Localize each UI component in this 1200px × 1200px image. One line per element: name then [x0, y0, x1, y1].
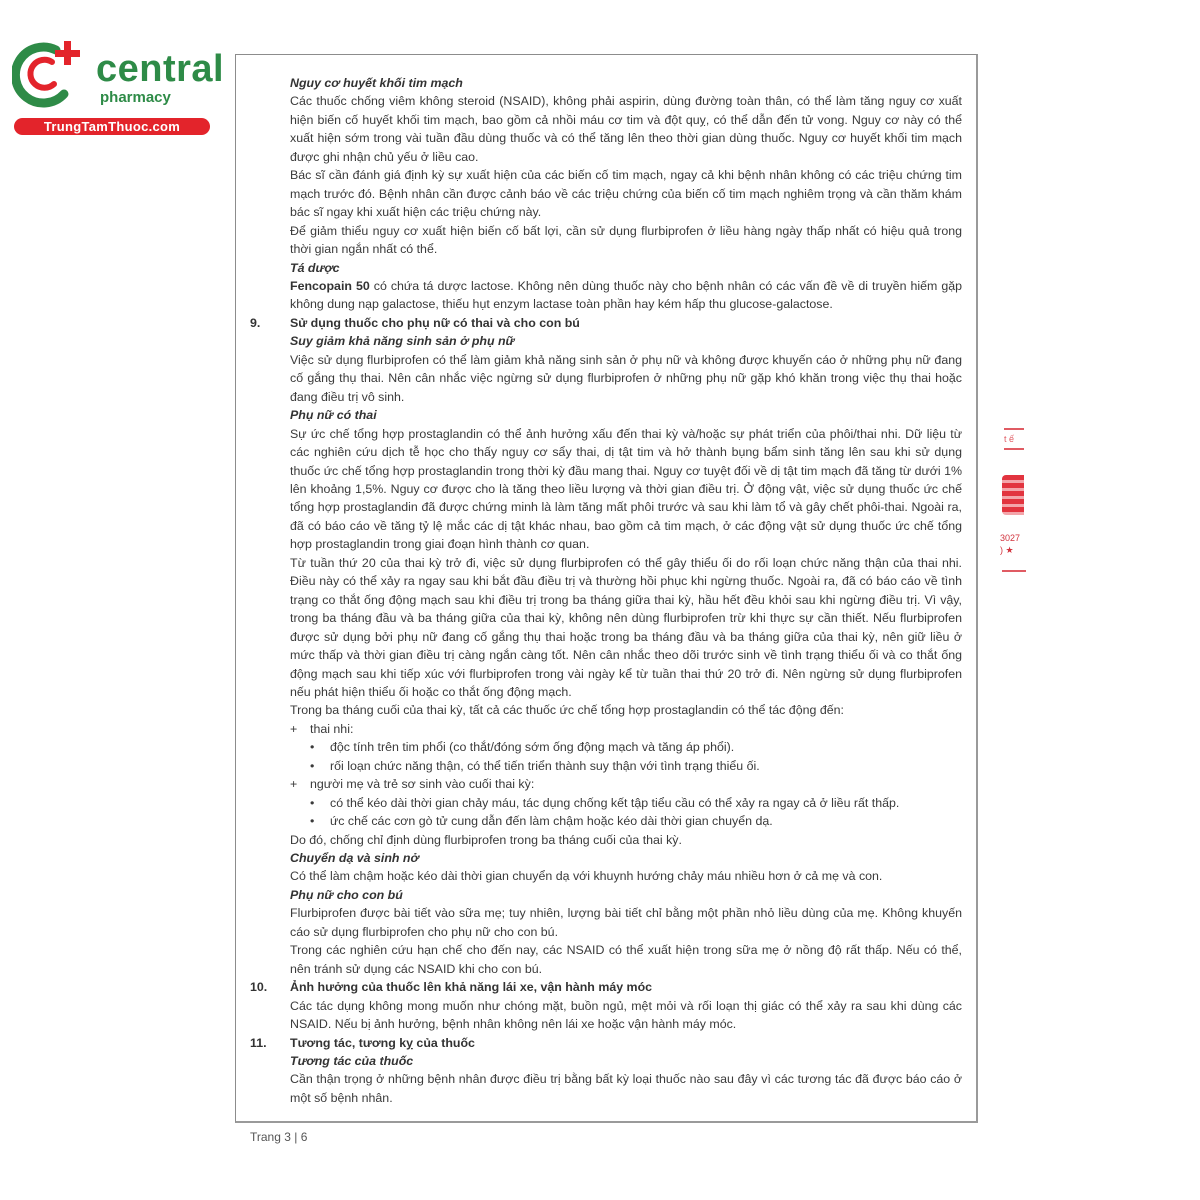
subheading: Phụ nữ có thai — [290, 408, 377, 423]
document-body — [250, 74, 962, 1107]
red-stamp-fragment — [1000, 420, 1026, 580]
paragraph: Flurbiprofen được bài tiết vào sữa mẹ; tuy nhiên, lượng bài tiết chỉ bằng một phần nhỏ liều dùng của mẹ. Không khuyến cáo sử dụng flurbiprofen cho phụ nữ cho con bú. — [290, 906, 962, 939]
paragraph: Trong các nghiên cứu hạn chế cho đến nay, các NSAID có thể xuất hiện trong sữa mẹ ở nồng độ rất thấp. Nếu có thể, nên tránh sử dụng các NSAID khi cho con bú. — [290, 943, 962, 976]
list-item-text: thai nhi: — [310, 721, 354, 736]
section-heading — [250, 1034, 962, 1052]
stamp-number: 3027 ) ★ — [1000, 533, 1021, 555]
paragraph: Trong ba tháng cuối của thai kỳ, tất cả các thuốc ức chế tổng hợp prostaglandin có thể tác động đến: — [290, 703, 844, 718]
paragraph: Các thuốc chống viêm không steroid (NSAID), không phải aspirin, dùng đường toàn thân, có thể làm tăng nguy cơ xuất hiện biến cố huyết khối tim mạch, bao gồm cả nhồi máu cơ tim và đột quỵ, có thể dẫn đến tử vong. Nguy cơ này có thể xuất hiện sớm trong vài tuần đầu dùng thuốc và có thể tăng lên theo thời gian dùng thuốc. Nguy cơ huyết khối tim mạch được ghi nhận chủ yếu ở liều cao. — [290, 94, 962, 164]
paragraph: Để giảm thiểu nguy cơ xuất hiện biến cố bất lợi, cần sử dụng flurbiprofen ở liều hàng ngày thấp nhất có hiệu quả trong thời gian ngắn nhất có thể. — [290, 223, 962, 257]
paragraph: Các tác dụng không mong muốn như chóng mặt, buồn ngủ, mệt mỏi và rối loạn thị giác có thể xảy ra sau khi dùng các NSAID. Nếu bị ảnh hưởng, bệnh nhân không nên lái xe hoặc vận hành máy móc. — [290, 998, 962, 1032]
paragraph-text: có chứa tá dược lactose. Không nên dùng thuốc này cho bệnh nhân có các vấn đề về di truyền hiếm gặp không dung nạp galactose, thiếu hụt enzym lactase toàn phần hay kém hấp thu glucose-galactose. — [290, 278, 963, 312]
brand-website-banner: TrungTamThuoc.com — [14, 118, 210, 135]
section-title: Tương tác, tương kỵ của thuốc — [290, 1035, 475, 1050]
plus-marker-icon: + — [290, 777, 298, 792]
list-item-level-1 — [250, 775, 962, 793]
list-item-level-2 — [250, 738, 962, 756]
product-name: Fencopain 50 — [290, 278, 370, 293]
bullet-icon: • — [310, 758, 315, 773]
list-item-text: có thể kéo dài thời gian chảy máu, tác dụng chống kết tập tiểu cầu có thể xảy ra ngay cả ở liều rất thấp. — [330, 795, 900, 810]
list-item-level-2 — [250, 794, 962, 812]
stamp-line — [1002, 570, 1026, 572]
brand-name: central — [96, 48, 225, 90]
stamp-text-top: t ế — [1004, 428, 1024, 450]
paragraph: Sự ức chế tổng hợp prostaglandin có thể ảnh hưởng xấu đến thai kỳ và/hoặc sự phát triển của phôi/thai nhi. Dữ liệu từ các nghiên cứu dịch tễ học cho thấy nguy cơ sẩy thai, dị tật tim và hở thành bụng bẩm sinh tăng lên sau khi sử dụng thuốc ức chế tổng hợp prostaglandin trong thời kỳ đầu mang thai. Nguy cơ tuyệt đối về dị tật tim mạch đã tăng từ dưới 1% lên khoảng 1,5%. Nguy cơ được cho là tăng theo liều lượng và thời gian điều trị. Ở động vật, việc sử dụng thuốc ức chế tổng hợp prostaglandin đã được chứng minh là làm tăng mất phôi trước và sau khi làm tổ và gây chết phôi-thai. Ngoài ra, đã có báo cáo về tăng tỷ lệ mắc các dị tật khác nhau, bao gồm cả tim mạch, ở các động vật sử dụng thuốc ức chế tổng hợp prostaglandin trong giai đoạn hình thành cơ quan. — [290, 426, 962, 552]
list-item-level-2 — [250, 757, 962, 775]
list-item-text: người mẹ và trẻ sơ sinh vào cuối thai kỳ: — [310, 777, 535, 792]
subheading: Suy giảm khả năng sinh sản ở phụ nữ — [290, 334, 515, 349]
section-number: 10. — [250, 980, 268, 995]
list-item-text: rối loạn chức năng thận, có thể tiến triển thành suy thận với tình trạng thiểu ối. — [330, 758, 760, 773]
section-number: 11. — [250, 1035, 267, 1050]
paragraph: Có thể làm chậm hoặc kéo dài thời gian chuyển dạ với khuynh hướng chảy máu nhiều hơn ở cả mẹ và con. — [290, 869, 883, 884]
document-page — [235, 54, 978, 1123]
list-item-level-2 — [250, 812, 962, 830]
paragraph: Việc sử dụng flurbiprofen có thể làm giảm khả năng sinh sản ở phụ nữ và không được khuyến cáo ở những phụ nữ đang cố gắng thụ thai. Nên cân nhắc việc ngừng sử dụng flurbiprofen ở những phụ nữ gặp khó khăn trong việc thụ thai hoặc đang điều trị vô sinh. — [290, 352, 962, 404]
bullet-icon: • — [310, 814, 315, 829]
section-heading — [250, 314, 962, 332]
subheading: Phụ nữ cho con bú — [290, 887, 403, 902]
paragraph: Bác sĩ cần đánh giá định kỳ sự xuất hiện của các biến cố tim mạch, ngay cả khi bệnh nhân không có các triệu chứng tim mạch trước đó. Bệnh nhân cần được cảnh báo về các triệu chứng của biến cố tim mạch nghiêm trọng và cần thăm khám bác sĩ ngay khi xuất hiện các triệu chứng này. — [290, 168, 962, 220]
pharmacy-cross-icon — [12, 38, 84, 110]
central-pharmacy-logo — [10, 38, 225, 138]
section-title: Ảnh hưởng của thuốc lên khả năng lái xe, vận hành máy móc — [290, 980, 653, 995]
list-item-text: ức chế các cơn gò tử cung dẫn đến làm chậm hoặc kéo dài thời gian chuyển dạ. — [330, 814, 773, 829]
bullet-icon: • — [310, 795, 315, 810]
stamp-emblem — [1002, 475, 1024, 515]
section-heading — [250, 978, 962, 996]
subheading: Nguy cơ huyết khối tim mạch — [290, 76, 463, 90]
subheading: Tá dược — [290, 260, 340, 275]
paragraph: Cần thận trọng ở những bệnh nhân được điều trị bằng bất kỳ loại thuốc nào sau đây vì các tương tác đã được báo cáo ở một số bệnh nhân. — [290, 1072, 962, 1105]
paragraph: Từ tuần thứ 20 của thai kỳ trở đi, việc sử dụng flurbiprofen có thể gây thiểu ối do rối loạn chức năng thận của thai nhi. Điều này có thể xảy ra ngay sau khi bắt đầu điều trị và thường hồi phục khi ngừng thuốc. Ngoài ra, đã có báo cáo về tình trạng co thắt ống động mạch sau khi điều trị trong ba tháng giữa thai kỳ, hầu hết đều khỏi sau khi ngừng điều trị. Vì vậy, trong ba tháng đầu và ba tháng giữa của thai kỳ, không nên dùng flurbiprofen trừ khi thực sự cần thiết. Nếu flurbiprofen được sử dụng bởi phụ nữ đang cố gắng thụ thai hoặc trong ba tháng đầu và ba tháng giữa của thai kỳ, nên giữ liều ở mức thấp và thời gian điều trị càng ngắn càng tốt. Nên cân nhắc theo dõi trước sinh về tình trạng thiểu ối và co thắt ống động mạch sau khi tiếp xúc với flurbiprofen trong vài ngày kể từ tuần thai thứ 20 trở đi. Nên ngừng sử dụng flurbiprofen nếu phát hiện thiểu ối hoặc co thắt ống động mạch. — [290, 555, 962, 699]
list-item-text: độc tính trên tim phổi (co thắt/đóng sớm ống động mạch và tăng áp phổi). — [330, 740, 735, 755]
bullet-icon: • — [310, 740, 315, 755]
subheading: Tương tác của thuốc — [290, 1054, 414, 1069]
subheading: Chuyển dạ và sinh nở — [290, 851, 419, 866]
list-item-level-1 — [250, 720, 962, 738]
section-number: 9. — [250, 315, 261, 330]
section-title: Sử dụng thuốc cho phụ nữ có thai và cho con bú — [290, 315, 580, 330]
paragraph — [250, 277, 962, 314]
plus-marker-icon: + — [290, 721, 298, 736]
paragraph: Do đó, chống chỉ định dùng flurbiprofen trong ba tháng cuối của thai kỳ. — [290, 832, 682, 847]
page-number: Trang 3 | 6 — [250, 1130, 308, 1144]
brand-subtitle: pharmacy — [100, 89, 171, 106]
